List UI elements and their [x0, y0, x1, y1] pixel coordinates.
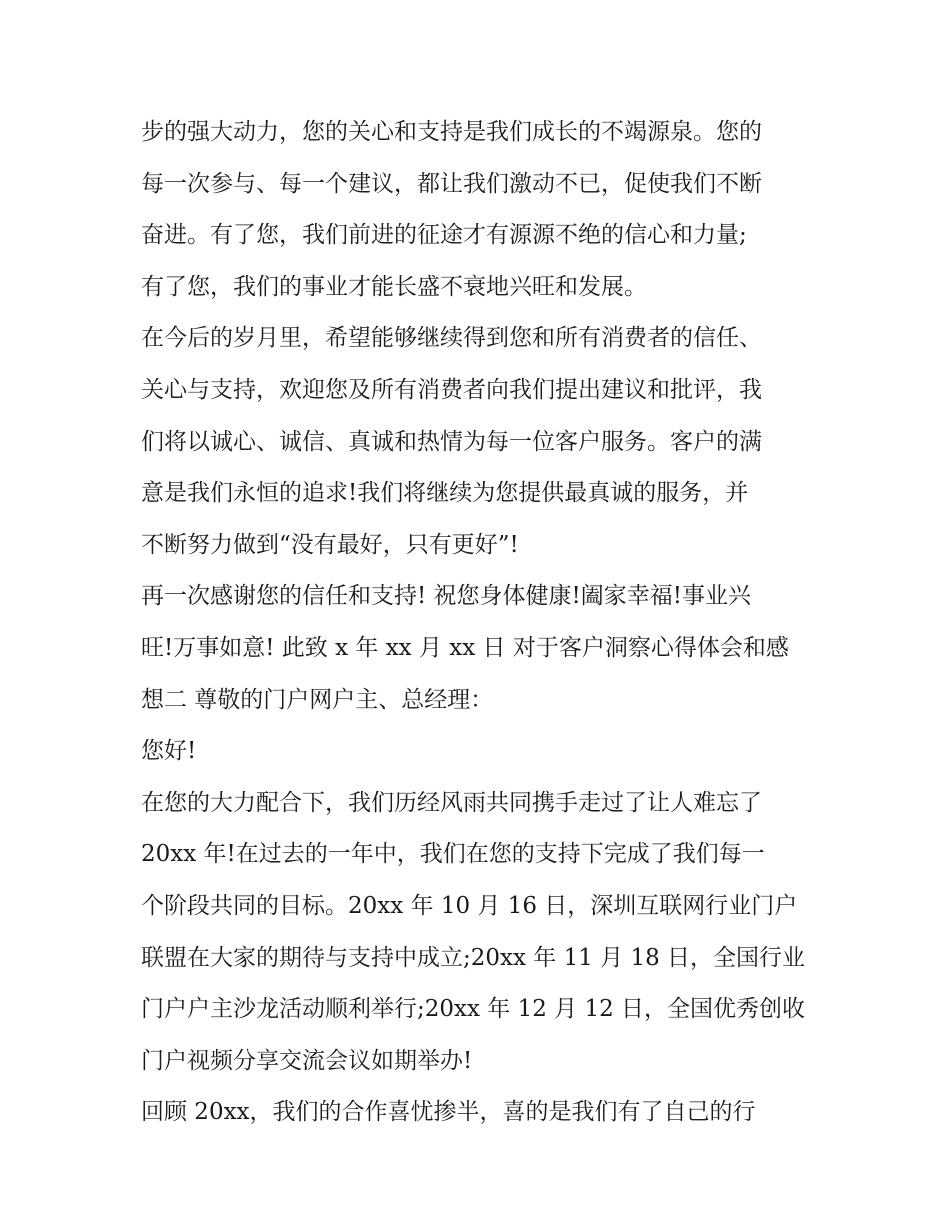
text-line: 步的强大动力，您的关心和支持是我们成长的不竭源泉。您的 [141, 119, 762, 145]
text-line: 再一次感谢您的信任和支持! 祝您身体健康!阖家幸福!事业兴 [141, 583, 752, 610]
text-line: 意是我们永恒的追求!我们将继续为您提供最真诚的服务，并 [141, 480, 749, 507]
text-line: 们将以诚心、诚信、真诚和热情为每一位客户服务。客户的满 [141, 428, 762, 455]
text-line: 门户户主沙龙活动顺利举行;20xx 年 12 月 12 日，全国优秀创收 [141, 996, 806, 1023]
text-line: 门户视频分享交流会议如期举办! [141, 1047, 473, 1074]
text-line: 有了您，我们的事业才能长盛不衰地兴旺和发展。 [141, 273, 647, 300]
text-line: 不断努力做到“没有最好，只有更好”! [141, 531, 519, 558]
text-line: 旺!万事如意! 此致 x 年 xx 月 xx 日 对于客户洞察心得体会和感 [141, 634, 789, 661]
text-line: 个阶段共同的目标。20xx 年 10 月 16 日，深圳互联网行业门户 [141, 892, 798, 919]
text-line: 在今后的岁月里，希望能够继续得到您和所有消费者的信任、 [141, 325, 762, 352]
text-line: 想二 尊敬的门户网户主、总经理： [141, 686, 494, 713]
text-line: 每一次参与、每一个建议，都让我们激动不已，促使我们不断 [141, 170, 762, 197]
text-line: 您好! [141, 738, 197, 765]
text-line: 回顾 20xx，我们的合作喜忧掺半，喜的是我们有了自己的行 [141, 1099, 756, 1126]
document-body [141, 107, 821, 1139]
text-line: 联盟在大家的期待与支持中成立;20xx 年 11 月 18 日，全国行业 [141, 944, 806, 971]
text-line: 在您的大力配合下，我们历经风雨共同携手走过了让人难忘了 [141, 789, 762, 816]
text-line: 奋进。有了您，我们前进的征途才有源源不绝的信心和力量; [141, 222, 747, 249]
text-line: 关心与支持，欢迎您及所有消费者向我们提出建议和批评，我 [141, 376, 762, 403]
text-line: 20xx 年!在过去的一年中，我们在您的支持下完成了我们每一 [141, 841, 765, 868]
